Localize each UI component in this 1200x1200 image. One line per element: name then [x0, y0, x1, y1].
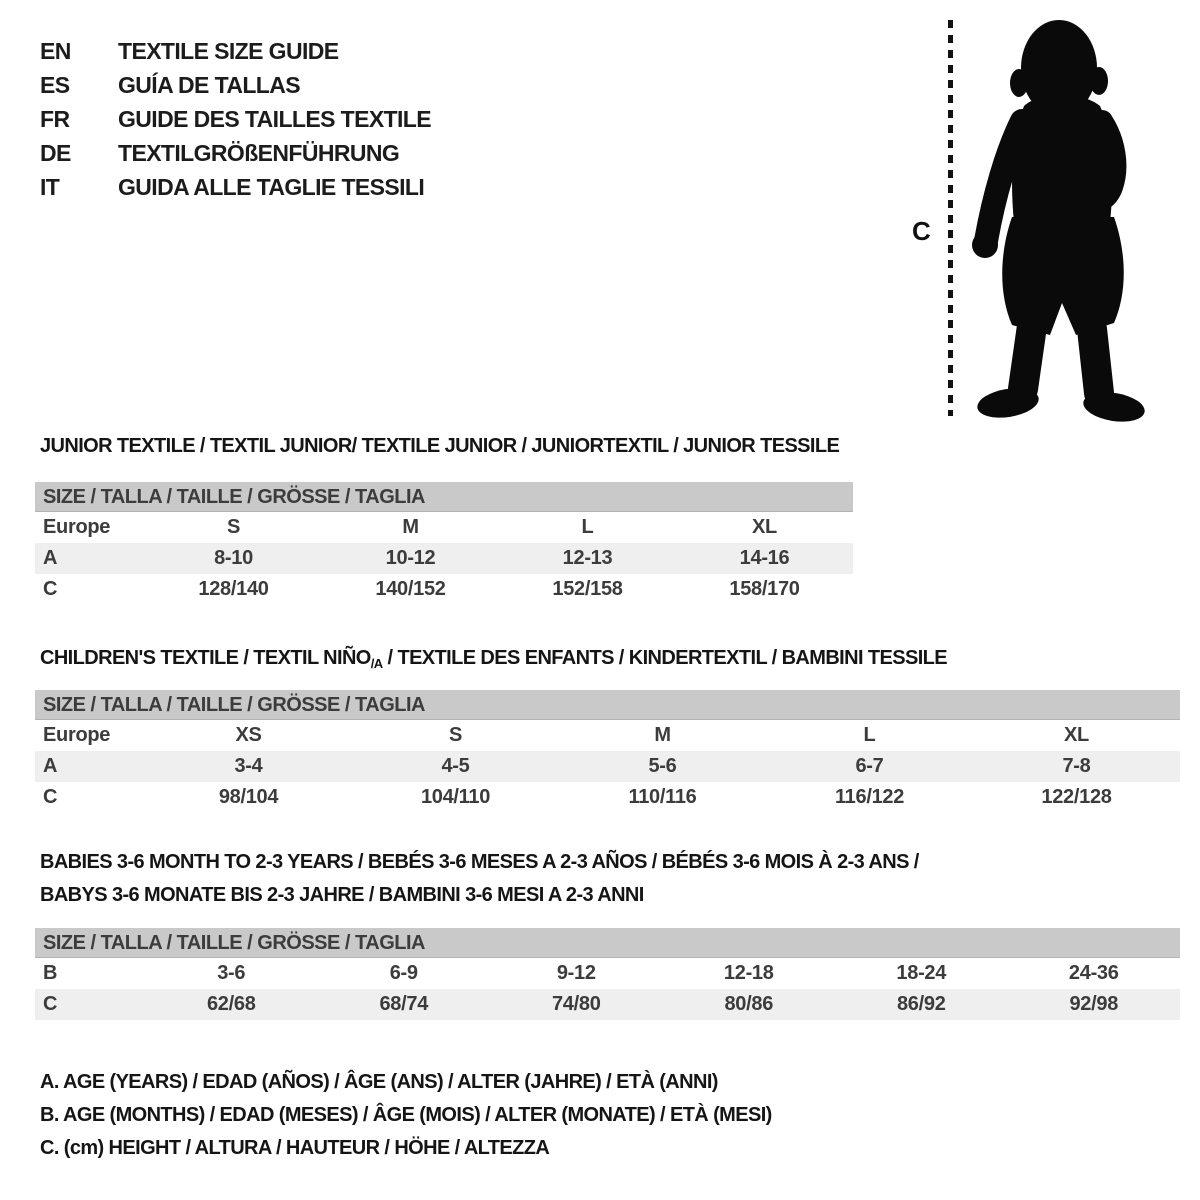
size-cell: XL: [1064, 724, 1089, 746]
row-label: C: [43, 993, 58, 1015]
language-code: ES: [40, 71, 70, 98]
row-label: C: [43, 786, 58, 808]
abc-legend: [40, 1066, 772, 1165]
language-code: FR: [40, 105, 70, 132]
size-cell: M: [654, 724, 671, 746]
row-label: A: [43, 755, 58, 777]
height-cell: 68/74: [379, 993, 429, 1015]
age-cell: 5-6: [648, 755, 677, 777]
table-row: [35, 574, 853, 605]
language-title: TEXTILE SIZE GUIDE: [118, 37, 339, 64]
height-cell: 104/110: [420, 786, 491, 808]
age-cell: 18-24: [896, 962, 947, 984]
language-code: EN: [40, 37, 71, 64]
language-row-it: [40, 170, 431, 204]
height-cell: 86/92: [896, 993, 946, 1015]
size-cell: XS: [235, 724, 262, 746]
language-row-es: [40, 68, 431, 102]
language-code: DE: [40, 139, 71, 166]
babies-section-heading: [40, 846, 919, 912]
children-section-heading: [40, 642, 947, 680]
language-code: IT: [40, 173, 60, 200]
height-cell: 74/80: [551, 993, 601, 1015]
size-cell: L: [581, 516, 594, 538]
height-cell: 80/86: [724, 993, 774, 1015]
children-heading-prefix: CHILDREN'S TEXTILE / TEXTIL NIÑO: [40, 647, 371, 669]
age-cell: 8-10: [214, 547, 253, 569]
table-row: [35, 751, 1180, 782]
legend-line-b: B. AGE (MONTHS) / EDAD (MESES) / ÂGE (MOIS) / ALTER (MONATE) / ETÀ (MESI): [40, 1104, 772, 1126]
row-label: B: [43, 962, 58, 984]
language-title: TEXTILGRÖßENFÜHRUNG: [118, 139, 400, 166]
height-cell: 122/128: [1041, 786, 1112, 808]
age-cell: 7-8: [1062, 755, 1091, 777]
language-row-fr: [40, 102, 431, 136]
legend-line-a: A. AGE (YEARS) / EDAD (AÑOS) / ÂGE (ANS) / ALTER (JAHRE) / ETÀ (ANNI): [40, 1071, 718, 1093]
height-cell: 98/104: [218, 786, 279, 808]
babies-size-header-bar: SIZE / TALLA / TAILLE / GRÖSSE / TAGLIA: [35, 928, 1180, 958]
row-label: C: [43, 578, 58, 600]
age-cell: 10-12: [385, 547, 436, 569]
language-title: GUÍA DE TALLAS: [118, 71, 300, 98]
height-cell: 128/140: [198, 578, 269, 600]
language-title: GUIDE DES TAILLES TEXTILE: [118, 105, 431, 132]
height-cell: 92/98: [1069, 993, 1119, 1015]
age-cell: 14-16: [739, 547, 790, 569]
children-heading-suffix: / TEXTILE DES ENFANTS / KINDERTEXTIL / BAMBINI TESSILE: [382, 647, 948, 669]
size-cell: XL: [752, 516, 777, 538]
language-title: GUIDA ALLE TAGLIE TESSILI: [118, 173, 425, 200]
legend-line-c: C. (cm) HEIGHT / ALTURA / HAUTEUR / HÖHE / ALTEZZA: [40, 1137, 550, 1159]
children-heading-subscript: /A: [370, 656, 383, 671]
height-cell: 152/158: [552, 578, 623, 600]
height-cell: 110/116: [628, 786, 697, 808]
height-cell: 158/170: [729, 578, 800, 600]
children-size-table: [35, 690, 1180, 813]
babies-size-table: [35, 928, 1180, 1020]
table-row: [35, 543, 853, 574]
height-cell: 140/152: [375, 578, 446, 600]
age-cell: 6-7: [855, 755, 884, 777]
junior-section-heading: JUNIOR TEXTILE / TEXTIL JUNIOR/ TEXTILE JUNIOR / JUNIORTEXTIL / JUNIOR TESSILE: [40, 435, 840, 457]
table-row: [35, 720, 1180, 751]
junior-size-header-bar: SIZE / TALLA / TAILLE / GRÖSSE / TAGLIA: [35, 482, 853, 512]
height-cell: 116/122: [834, 786, 905, 808]
age-cell: 3-6: [217, 962, 246, 984]
age-cell: 24-36: [1068, 962, 1119, 984]
table-row: [35, 782, 1180, 813]
row-label: A: [43, 547, 58, 569]
language-title-list: [40, 34, 431, 204]
height-dashed-line: [948, 20, 953, 416]
row-label: Europe: [43, 516, 111, 538]
language-row-en: [40, 34, 431, 68]
age-cell: 6-9: [389, 962, 418, 984]
size-cell: L: [863, 724, 876, 746]
babies-heading-line1: BABIES 3-6 MONTH TO 2-3 YEARS / BEBÉS 3-6 MESES A 2-3 AÑOS / BÉBÉS 3-6 MOIS À 2-3 ANS /: [40, 851, 919, 873]
toddler-silhouette-image: [962, 10, 1147, 422]
height-cell: 62/68: [206, 993, 256, 1015]
size-cell: S: [226, 516, 241, 538]
language-row-de: [40, 136, 431, 170]
age-cell: 3-4: [234, 755, 263, 777]
table-row: [35, 512, 853, 543]
size-cell: M: [402, 516, 419, 538]
table-row: [35, 989, 1180, 1020]
babies-heading-line2: BABYS 3-6 MONATE BIS 2-3 JAHRE / BAMBINI 3-6 MESI A 2-3 ANNI: [40, 884, 644, 906]
row-label: Europe: [43, 724, 111, 746]
age-cell: 9-12: [556, 962, 596, 984]
table-row: [35, 958, 1180, 989]
height-measure-label: C: [912, 216, 931, 246]
age-cell: 12-18: [723, 962, 774, 984]
junior-size-table: [35, 482, 853, 605]
size-cell: S: [448, 724, 463, 746]
age-cell: 12-13: [562, 547, 613, 569]
age-cell: 4-5: [441, 755, 470, 777]
children-size-header-bar: SIZE / TALLA / TAILLE / GRÖSSE / TAGLIA: [35, 690, 1180, 720]
